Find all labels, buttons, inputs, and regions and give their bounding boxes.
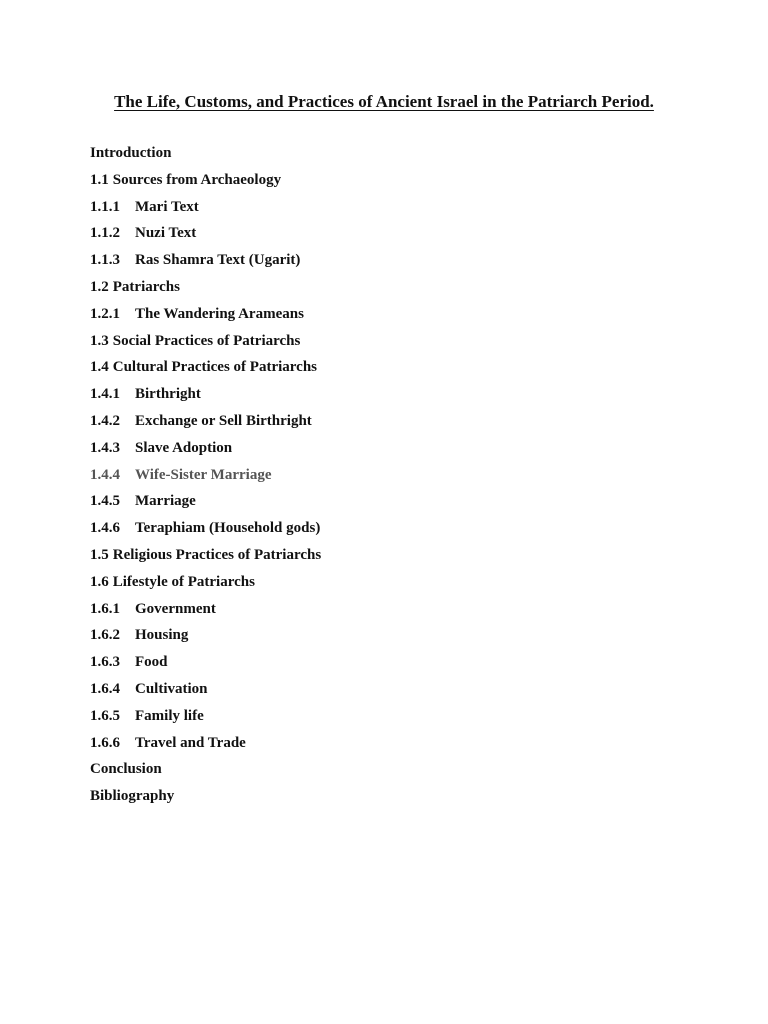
toc-entry-number: 1.4.4 (90, 466, 120, 483)
toc-entry (90, 730, 321, 757)
toc-entry-label: Food (135, 654, 168, 671)
toc-entry-number: 1.6 (90, 573, 109, 590)
toc-entry-number: 1.6.2 (90, 627, 120, 644)
toc-entry-label: Nuzi Text (135, 225, 197, 242)
toc-entry-label: Exchange or Sell Birthright (135, 412, 312, 429)
toc-entry-label: Teraphiam (Household gods) (135, 520, 321, 537)
toc-entry (90, 783, 321, 810)
toc-entry-label: Mari Text (135, 198, 199, 215)
toc-entry (90, 247, 321, 274)
toc-entry-number: 1.4.2 (90, 412, 120, 429)
toc-entry-number: 1.2.1 (90, 305, 120, 322)
toc-entry (90, 596, 321, 623)
toc-entry-label: Lifestyle of Patriarchs (112, 573, 255, 590)
toc-entry (90, 515, 321, 542)
toc-entry-label: Housing (135, 627, 189, 644)
toc-entry (90, 569, 321, 596)
toc-entry (90, 435, 321, 462)
toc-entry (90, 194, 321, 221)
toc-entry-label: Marriage (135, 493, 196, 510)
toc-entry-label: Religious Practices of Patriarchs (112, 546, 322, 563)
toc-entry (90, 488, 321, 515)
toc-entry (90, 462, 321, 489)
toc-entry-number: 1.6.3 (90, 654, 120, 671)
toc-entry-label: The Wandering Arameans (135, 305, 304, 322)
toc-entry (90, 676, 321, 703)
toc-entry-number: 1.4 (90, 359, 109, 376)
toc-entry-label: Cultivation (135, 680, 208, 697)
toc-entry (90, 649, 321, 676)
toc-entry (90, 756, 321, 783)
toc-entry-number: 1.4.5 (90, 493, 120, 510)
toc-entry (90, 140, 321, 167)
toc-entry (90, 167, 321, 194)
toc-entry-label: Conclusion (90, 761, 162, 778)
toc-entry-label: Wife-Sister Marriage (135, 466, 272, 483)
toc-entry-number: 1.1.2 (90, 225, 120, 242)
toc-entry-number: 1.1.3 (90, 252, 120, 269)
document-title: The Life, Customs, and Practices of Ancient Israel in the Patriarch Period. (114, 92, 654, 111)
toc-entry (90, 542, 321, 569)
toc-entry-number: 1.4.1 (90, 386, 120, 403)
toc-entry-label: Ras Shamra Text (Ugarit) (135, 252, 301, 269)
toc-entry (90, 301, 321, 328)
toc-entry-label: Family life (135, 707, 204, 724)
toc-entry-number: 1.6.6 (90, 734, 120, 751)
toc-entry (90, 703, 321, 730)
toc-entry (90, 274, 321, 301)
toc-entry-number: 1.1.1 (90, 198, 120, 215)
toc-entry (90, 328, 321, 355)
toc-entry-label: Cultural Practices of Patriarchs (112, 359, 318, 376)
toc-entry-number: 1.6.4 (90, 680, 120, 697)
toc-entry (90, 220, 321, 247)
toc-entry-number: 1.4.3 (90, 439, 120, 456)
toc-entry (90, 408, 321, 435)
toc-entry-label: Introduction (90, 145, 172, 161)
toc-entry (90, 354, 321, 381)
toc-entry-label: Slave Adoption (135, 439, 233, 456)
toc-entry (90, 622, 321, 649)
toc-entry-number: 1.4.6 (90, 520, 120, 537)
toc-entry-number: 1.3 (90, 332, 109, 349)
toc-entry-label: Birthright (135, 386, 201, 403)
toc-entry-number: 1.6.1 (90, 600, 120, 617)
toc-entry-label: Patriarchs (112, 278, 180, 295)
toc-entry-label: Travel and Trade (135, 734, 246, 751)
table-of-contents (90, 140, 321, 810)
toc-entry-label: Sources from Archaeology (112, 171, 282, 188)
toc-entry-number: 1.6.5 (90, 707, 120, 724)
toc-entry-label: Government (135, 600, 216, 617)
toc-entry-number: 1.1 (90, 171, 109, 188)
toc-entry (90, 381, 321, 408)
toc-entry-number: 1.2 (90, 278, 109, 295)
toc-entry-number: 1.5 (90, 546, 109, 563)
toc-entry-label: Social Practices of Patriarchs (112, 332, 301, 349)
toc-entry-label: Bibliography (90, 788, 175, 805)
